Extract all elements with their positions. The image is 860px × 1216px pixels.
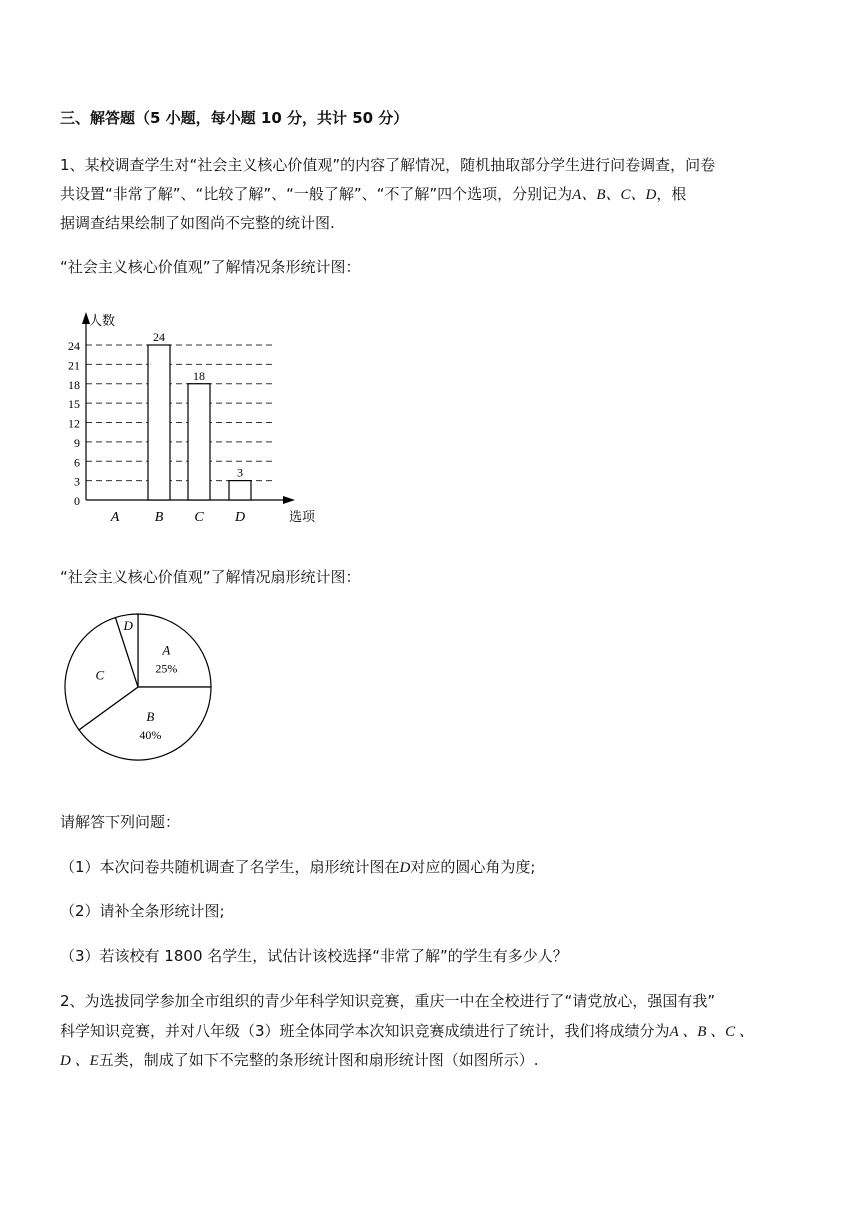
x-tick-label: A: [110, 510, 120, 525]
q2-options-2: D 、E: [60, 1053, 99, 1069]
pie-slice-percent: 25%: [155, 661, 178, 676]
q2-line-3: [60, 1050, 539, 1071]
q1-line-2: [60, 184, 686, 205]
y-tick-label: 21: [68, 358, 80, 373]
bar-data-label: 3: [237, 465, 243, 480]
pie-slice-label: B: [146, 709, 155, 725]
pie-slice-label: D: [123, 617, 133, 633]
q1-sub-1-text: （1）本次问卷共随机调查了名学生，扇形统计图在: [60, 858, 400, 876]
q2-options-1: A 、B 、C 、: [669, 1024, 754, 1040]
q2-line-2-text: 科学知识竞赛，并对八年级（3）班全体同学本次知识竞赛成绩进行了统计，我们将成绩分为: [60, 1022, 670, 1040]
pie-slice-label: A: [162, 642, 171, 658]
pie-slice-label: C: [95, 667, 105, 683]
pie-slice-a: [138, 614, 211, 687]
q1-prompt: 请解答下列问题：: [60, 813, 181, 831]
q1-line-3: 据调查结果绘制了如图尚不完整的统计图.: [60, 214, 335, 232]
bar-b: [148, 345, 170, 500]
q1-line-2-text: 共设置“非常了解”、“比较了解”、“一般了解”、“不了解”四个选项，分别记为: [60, 185, 573, 203]
q1-sub-1-option: D: [399, 860, 411, 876]
pie-chart-caption: “社会主义核心价值观”了解情况扇形统计图：: [60, 568, 361, 586]
y-tick-label: 15: [68, 397, 80, 412]
y-tick-label: 18: [68, 377, 80, 392]
pie-chart: [55, 612, 225, 782]
y-tick-label: 12: [68, 416, 80, 431]
q1-sub-3: （3）若该校有 1800 名学生，试估计该校选择“非常了解”的学生有多少人？: [60, 947, 568, 965]
bar-d: [229, 481, 251, 500]
x-tick-label: C: [194, 510, 204, 525]
q2-line-2: [60, 1021, 754, 1042]
y-tick-label: 3: [74, 474, 80, 489]
pie-slice-percent: 40%: [139, 728, 162, 743]
q2-line-1: 2、为选拔同学参加全市组织的青少年科学知识竞赛，重庆一中在全校进行了“请党放心，强国有我”: [60, 992, 716, 1010]
y-axis-label: 人数: [89, 313, 116, 328]
section-title: 三、解答题（5 小题，每小题 10 分，共计 50 分）: [60, 109, 409, 127]
bar-data-label: 18: [193, 368, 205, 383]
q1-options: A、B、C、D: [572, 187, 657, 203]
q1-line-1: 1、某校调查学生对“社会主义核心价值观”的内容了解情况，随机抽取部分学生进行问卷调查，问卷: [60, 156, 716, 174]
q1-sub-1: [60, 857, 535, 878]
bar-c: [188, 384, 210, 500]
q2-line-3-text: 五类，制成了如下不完整的条形统计图和扇形统计图（如图所示）.: [98, 1051, 539, 1069]
x-axis-label: 选项: [289, 509, 316, 524]
y-tick-label: 0: [74, 494, 80, 508]
x-tick-label: B: [154, 510, 164, 525]
q1-sub-1-end: 对应的圆心角为度;: [410, 858, 536, 876]
bar-chart: [55, 308, 345, 533]
y-tick-label: 24: [68, 339, 80, 353]
x-tick-label: D: [234, 510, 246, 525]
y-tick-label: 6: [74, 455, 80, 470]
bar-data-label: 24: [153, 330, 165, 344]
q1-sub-2: （2）请补全条形统计图;: [60, 902, 225, 920]
y-tick-label: 9: [74, 435, 80, 450]
bar-chart-caption: “社会主义核心价值观”了解情况条形统计图：: [60, 258, 361, 276]
q1-line-2-end: ，根: [656, 185, 687, 203]
x-axis-arrow: [283, 496, 295, 504]
